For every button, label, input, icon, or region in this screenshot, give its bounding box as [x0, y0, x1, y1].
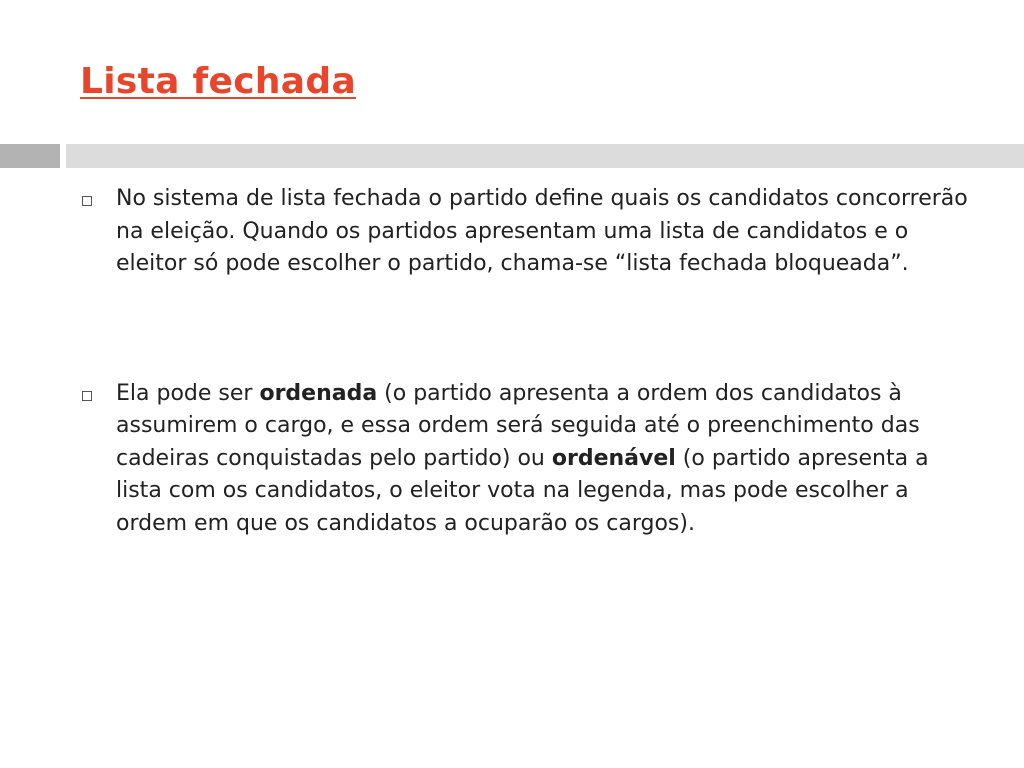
- bullet-text: No sistema de lista fechada o partido define quais os candidatos concorrerão na eleição. Quando os partidos apresentam uma lista de candidatos e o eleitor só pode escolher o partido, chama-se “lista fechada bloqueada”.: [116, 186, 968, 276]
- bullet-bold-term-ordenada: ordenada: [259, 380, 378, 406]
- bullet-text-part: Ela pode ser: [116, 380, 260, 406]
- bullet-list: [78, 183, 978, 540]
- bullet-text-part: (o partido apresenta a ordem dos candidatos à assumirem o cargo, e essa ordem será seguida até o preenchimento das cadeiras conquistadas pelo partido) ou: [116, 380, 920, 471]
- title-divider-right: [66, 144, 1024, 168]
- square-bullet-icon: [82, 196, 92, 206]
- bullet-item: [78, 183, 978, 281]
- title-divider-left: [0, 144, 60, 168]
- bullet-bold-term-ordenavel: ordenável: [551, 445, 676, 471]
- slide-title: Lista fechada: [80, 61, 357, 102]
- square-bullet-icon: [82, 391, 92, 401]
- bullet-text-part: (o partido apresenta a lista com os candidatos, o eleitor vota na legenda, mas pode escolher a ordem em que os candidatos a ocuparão os cargos).: [116, 445, 929, 536]
- bullet-item: [78, 378, 978, 541]
